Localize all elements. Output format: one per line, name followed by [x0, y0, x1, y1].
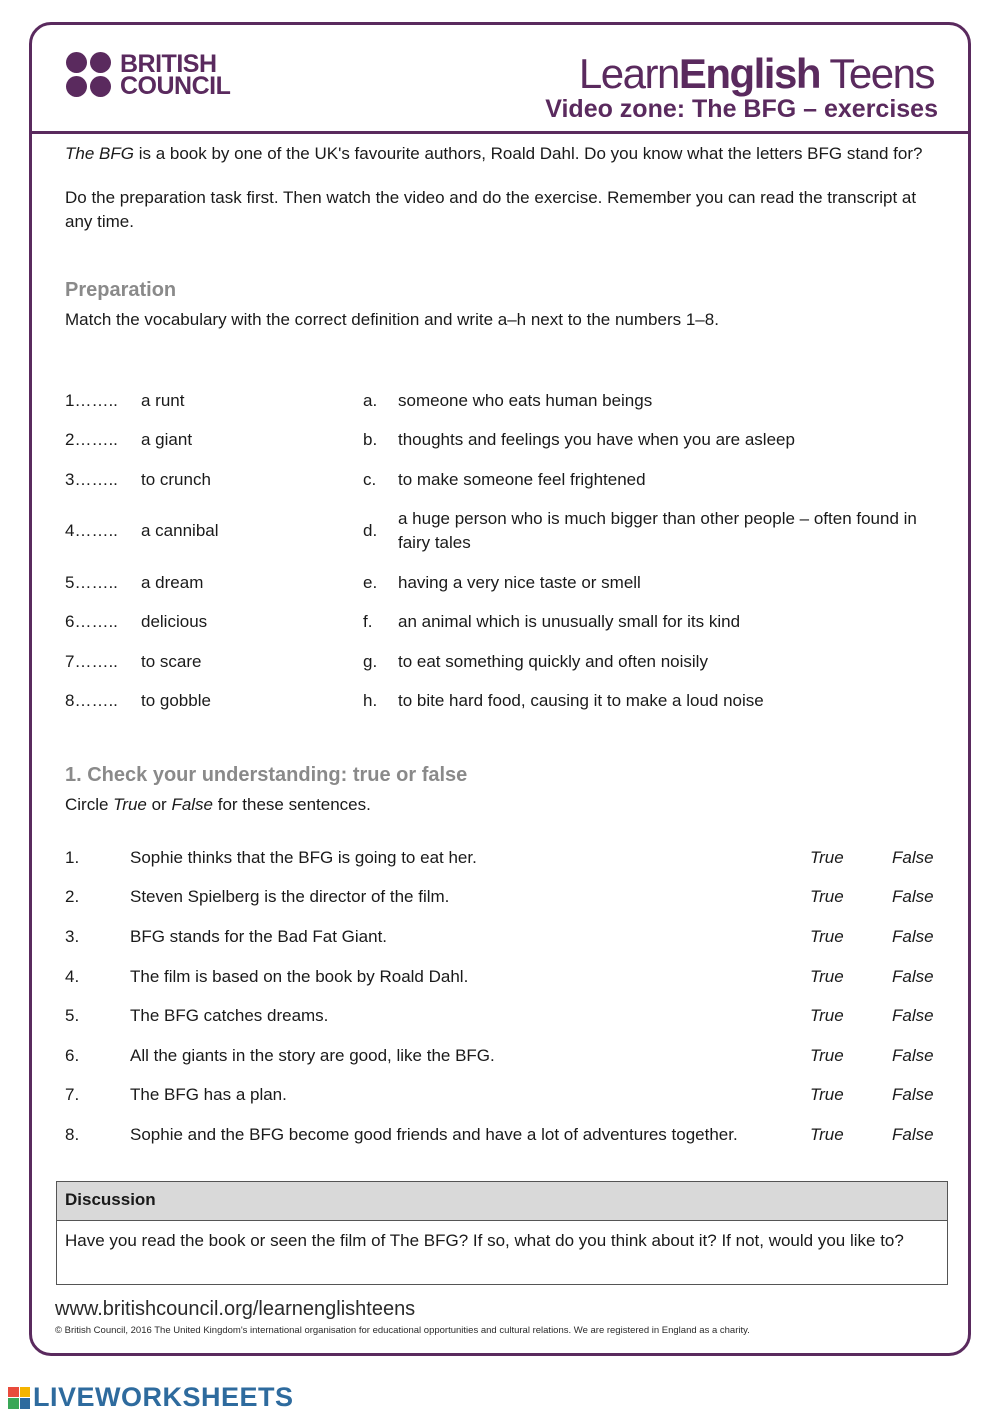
tf-row: [65, 1115, 945, 1155]
check-header: [65, 763, 945, 817]
tf-number: 6.: [65, 1045, 80, 1065]
liveworksheets-wordmark: LIVEWORKSHEETS: [33, 1382, 294, 1412]
vocab-answer-blank[interactable]: 5……..: [65, 572, 118, 592]
discussion-title: Discussion: [57, 1182, 947, 1221]
learnenglish-teens-logo: LearnEnglish Teens: [578, 50, 934, 97]
definition-letter: g.: [363, 651, 378, 671]
tf-number: 2.: [65, 887, 80, 907]
vocab-row: [65, 642, 945, 682]
false-option[interactable]: False: [892, 966, 934, 986]
british-council-dots-icon: [66, 52, 114, 98]
true-option[interactable]: True: [810, 1006, 844, 1026]
definition-text: thoughts and feelings you have when you are asleep: [398, 430, 795, 450]
tf-number: 8.: [65, 1124, 80, 1144]
preparation-title: Preparation: [65, 279, 177, 301]
definition-letter: d.: [363, 521, 378, 541]
true-option[interactable]: True: [810, 1045, 844, 1065]
tf-sentence: The BFG catches dreams.: [130, 1006, 329, 1026]
tf-row: [65, 1076, 945, 1116]
false-option[interactable]: False: [892, 926, 934, 946]
tf-number: 5.: [65, 1006, 80, 1026]
intro-paragraph-1: The BFG is a book by one of the UK's favourite authors, Roald Dahl. Do you know what the letters BFG stand for?: [65, 144, 923, 163]
vocab-word: to crunch: [141, 469, 211, 489]
definition-text: a huge person who is much bigger than other people – often found in fairy tales: [398, 509, 917, 553]
vocab-row: [65, 563, 945, 603]
definition-letter: f.: [363, 612, 373, 632]
vocab-answer-blank[interactable]: 6……..: [65, 612, 118, 632]
false-option[interactable]: False: [892, 1085, 934, 1105]
definition-text: to bite hard food, causing it to make a loud noise: [398, 691, 764, 711]
check-instruction: Circle True or False for these sentences.: [65, 795, 371, 814]
tf-sentence: All the giants in the story are good, like the BFG.: [130, 1045, 495, 1065]
definition-letter: h.: [363, 691, 378, 711]
definition-letter: b.: [363, 430, 378, 450]
intro-section: [65, 142, 945, 332]
tf-number: 1.: [65, 847, 80, 867]
liveworksheets-logo-icon: [8, 1387, 30, 1409]
page-subtitle: Video zone: The BFG – exercises: [545, 95, 938, 123]
vocab-row: [65, 602, 945, 642]
definition-text: to eat something quickly and often noisily: [398, 651, 708, 671]
vocab-row: [65, 500, 945, 563]
definition-text: someone who eats human beings: [398, 390, 653, 410]
false-option[interactable]: False: [892, 847, 934, 867]
tf-sentence: The BFG has a plan.: [130, 1085, 287, 1105]
liveworksheets-watermark: [8, 1382, 294, 1413]
true-option[interactable]: True: [810, 926, 844, 946]
discussion-box: [56, 1181, 948, 1285]
true-option[interactable]: True: [810, 1124, 844, 1144]
definition-text: to make someone feel frightened: [398, 469, 646, 489]
false-option[interactable]: False: [892, 1124, 934, 1144]
tf-sentence: Sophie thinks that the BFG is going to eat her.: [130, 847, 477, 867]
true-option[interactable]: True: [810, 1085, 844, 1105]
british-council-wordmark: BRITISH COUNCIL: [120, 50, 231, 100]
tf-sentence: Sophie and the BFG become good friends and have a lot of adventures together.: [130, 1124, 738, 1144]
tf-sentence: The film is based on the book by Roald Dahl.: [130, 966, 469, 986]
true-false-list: [65, 838, 945, 1155]
tf-row: [65, 957, 945, 997]
british-council-logo: [66, 52, 230, 98]
vocab-row: [65, 460, 945, 500]
check-title: 1. Check your understanding: true or false: [65, 764, 468, 786]
vocab-answer-blank[interactable]: 1……..: [65, 390, 118, 410]
vocab-row: [65, 381, 945, 421]
vocab-answer-blank[interactable]: 2……..: [65, 430, 118, 450]
true-option[interactable]: True: [810, 966, 844, 986]
preparation-instruction: Match the vocabulary with the correct definition and write a–h next to the numbers 1–8.: [65, 310, 719, 329]
definition-text: having a very nice taste or smell: [398, 572, 641, 592]
false-option[interactable]: False: [892, 1045, 934, 1065]
tf-number: 3.: [65, 926, 80, 946]
vocab-answer-blank[interactable]: 4……..: [65, 521, 118, 541]
tf-row: [65, 838, 945, 878]
header-divider: [29, 131, 971, 134]
definition-letter: a.: [363, 390, 378, 410]
definition-letter: e.: [363, 572, 378, 592]
footer-copyright: © British Council, 2016 The United Kingdom's international organisation for educational opportunities and cultural relations. We are registered in England as a charity.: [55, 1325, 750, 1336]
definition-text: an animal which is unusually small for its kind: [398, 612, 741, 632]
false-option[interactable]: False: [892, 1006, 934, 1026]
vocab-word: to gobble: [141, 691, 211, 711]
true-option[interactable]: True: [810, 847, 844, 867]
tf-sentence: BFG stands for the Bad Fat Giant.: [130, 926, 388, 946]
tf-sentence: Steven Spielberg is the director of the film.: [130, 887, 450, 907]
vocab-word: to scare: [141, 651, 202, 671]
tf-row: [65, 878, 945, 918]
vocab-answer-blank[interactable]: 7……..: [65, 651, 118, 671]
intro-paragraph-2: Do the preparation task first. Then watch the video and do the exercise. Remember you can read the transcript at any time.: [65, 188, 917, 231]
vocab-word: delicious: [141, 612, 208, 632]
footer-url: www.britishcouncil.org/learnenglishteens: [55, 1298, 416, 1320]
tf-number: 7.: [65, 1085, 80, 1105]
tf-row: [65, 917, 945, 957]
vocab-word: a dream: [141, 572, 204, 592]
vocab-row: [65, 682, 945, 722]
vocab-answer-blank[interactable]: 3……..: [65, 469, 118, 489]
vocab-row: [65, 421, 945, 461]
true-option[interactable]: True: [810, 887, 844, 907]
definition-letter: c.: [363, 469, 377, 489]
tf-row: [65, 996, 945, 1036]
false-option[interactable]: False: [892, 887, 934, 907]
vocab-word: a cannibal: [141, 521, 219, 541]
vocabulary-match-table: [65, 381, 945, 721]
discussion-text: Have you read the book or seen the film of The BFG? If so, what do you think about it? If not, would you like to?: [65, 1231, 904, 1250]
tf-number: 4.: [65, 966, 80, 986]
vocab-answer-blank[interactable]: 8……..: [65, 691, 118, 711]
vocab-word: a giant: [141, 430, 193, 450]
tf-row: [65, 1036, 945, 1076]
vocab-word: a runt: [141, 390, 185, 410]
